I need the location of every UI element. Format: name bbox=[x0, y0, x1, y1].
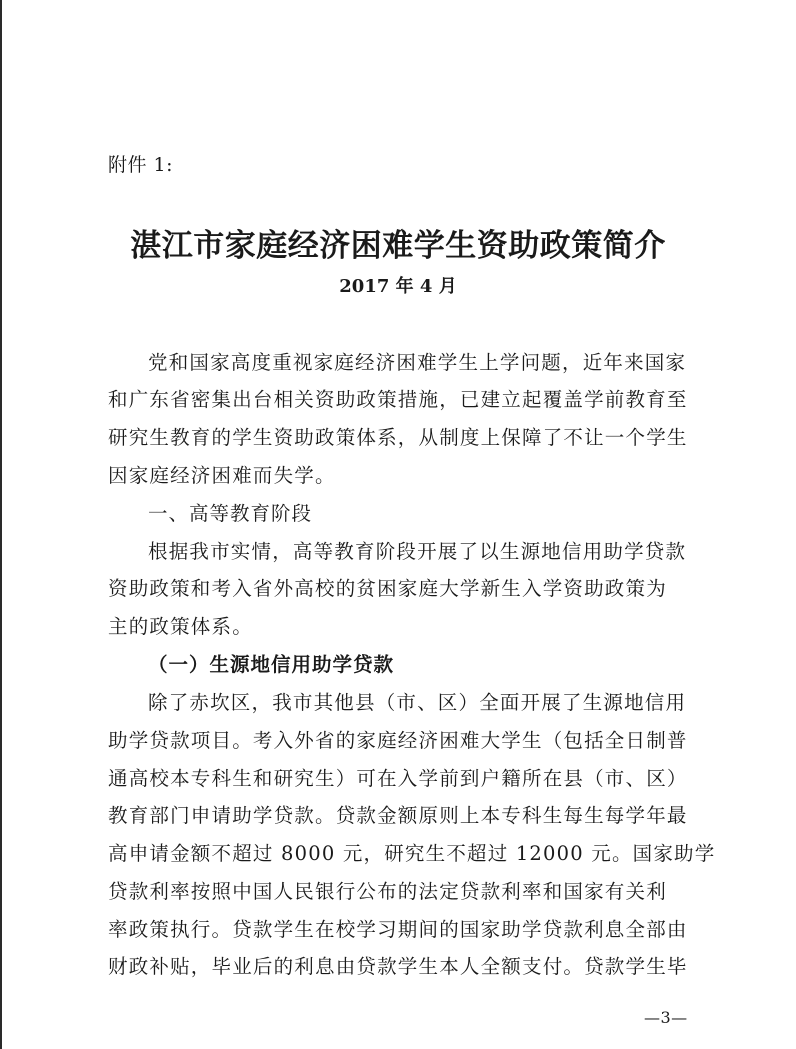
document-title: 湛江市家庭经济困难学生资助政策简介 bbox=[130, 228, 666, 264]
subsection-line: 贷款利率按照中国人民银行公布的法定贷款利率和国家有关利 bbox=[108, 880, 667, 903]
subsection-line: 助学贷款项目。考入外省的家庭经济困难大学生（包括全日制普 bbox=[108, 729, 688, 752]
intro-line: 党和国家高度重视家庭经济困难学生上学问题，近年来国家 bbox=[148, 351, 687, 374]
intro-line: 研究生教育的学生资助政策体系，从制度上保障了不让一个学生 bbox=[108, 426, 688, 449]
section-line: 资助政策和考入省外高校的贫困家庭大学新生入学资助政策为 bbox=[108, 577, 667, 600]
section-heading: 一、高等教育阶段 bbox=[148, 502, 313, 525]
section-line: 根据我市实情，高等教育阶段开展了以生源地信用助学贷款 bbox=[148, 540, 687, 563]
subsection-line: 通高校本专科生和研究生）可在入学前到户籍所在县（市、区） bbox=[108, 767, 688, 790]
subsection-line: 高申请金额不超过 8000 元，研究生不超过 12000 元。国家助学 bbox=[108, 842, 716, 865]
intro-line: 因家庭经济困难而失学。 bbox=[108, 464, 336, 487]
section-line: 主的政策体系。 bbox=[108, 615, 253, 638]
document-date: 2017 年 4 月 bbox=[339, 276, 457, 297]
subsection-line: 除了赤坎区，我市其他县（市、区）全面开展了生源地信用 bbox=[148, 691, 687, 714]
attachment-label: 附件 1: bbox=[108, 154, 174, 176]
subsection-line: 教育部门申请助学贷款。贷款金额原则上本专科生每生每学年最 bbox=[108, 804, 688, 827]
subsection-line: 财政补贴，毕业后的利息由贷款学生本人全额支付。贷款学生毕 bbox=[108, 955, 688, 978]
subsection-line: 率政策执行。贷款学生在校学习期间的国家助学贷款利息全部由 bbox=[108, 918, 688, 941]
page-edge-line bbox=[0, 0, 2, 1049]
page-number: —3— bbox=[644, 1008, 688, 1027]
subsection-heading: （一）生源地信用助学贷款 bbox=[148, 653, 395, 676]
intro-line: 和广东省密集出台相关资助政策措施，已建立起覆盖学前教育至 bbox=[108, 388, 688, 411]
